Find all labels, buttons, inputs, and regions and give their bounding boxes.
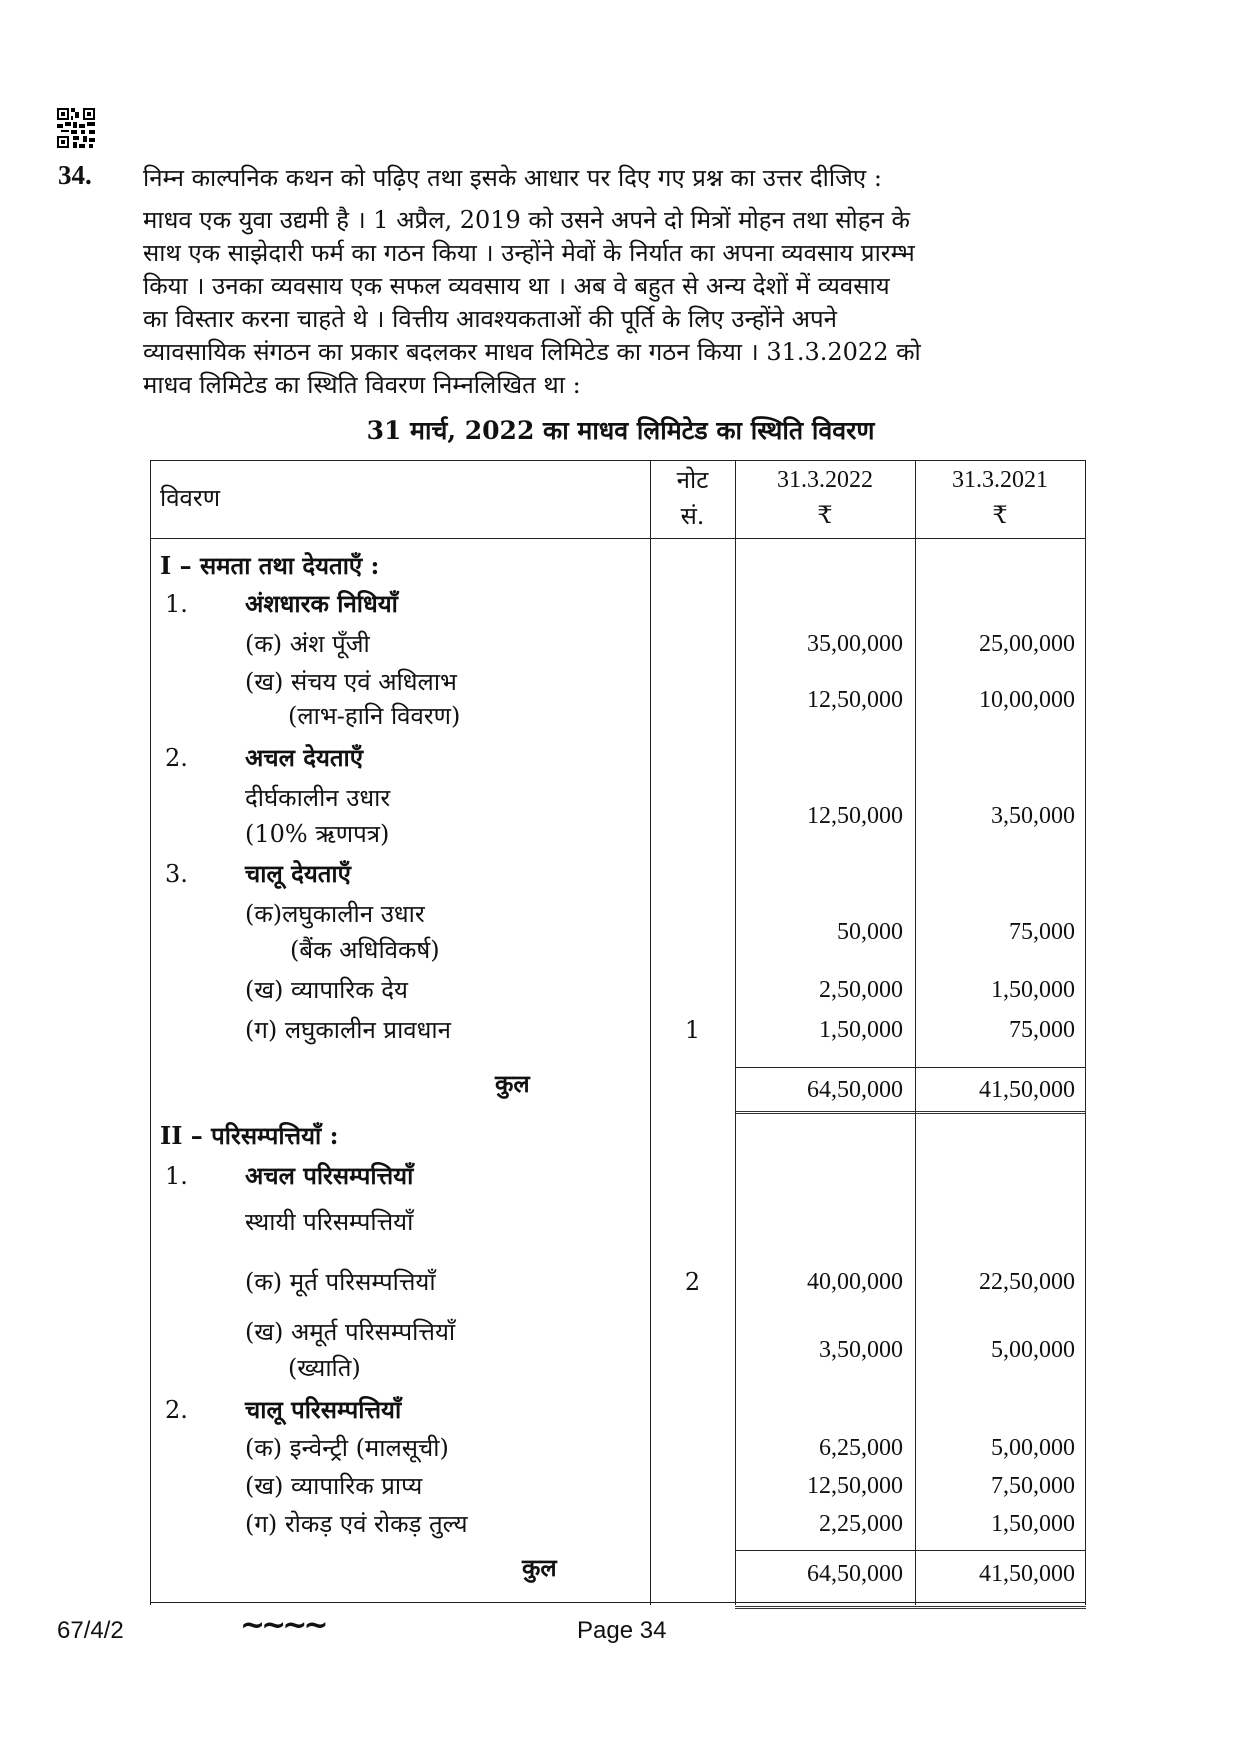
row-label-short-term-borrowings: (क)लघुकालीन उधार <box>245 900 425 928</box>
amount-2021: 5,00,000 <box>991 1337 1075 1363</box>
row-label-reserves: (ख) संचय एवं अधिलाभ <box>245 668 457 696</box>
question-paragraph <box>143 204 1118 402</box>
header-note-line2: सं. <box>680 502 705 530</box>
note-number: 1 <box>684 1016 701 1044</box>
amount-2021: 1,50,000 <box>991 1511 1075 1537</box>
section-heading-assets: II – परिसम्पत्तियाँ : <box>160 1121 339 1150</box>
question-number: 34. <box>58 160 92 190</box>
total-double-line <box>735 1606 1086 1609</box>
amount-2022: 2,50,000 <box>819 977 903 1003</box>
row-label-long-term-borrowings: दीर्घकालीन उधार <box>245 784 391 812</box>
amount-2021: 5,00,000 <box>991 1435 1075 1461</box>
paragraph-line: व्यावसायिक संगठन का प्रकार बदलकर माधव लिमिटेड का गठन किया । 31.3.2022 को <box>143 338 921 366</box>
note-number: 2 <box>684 1268 701 1296</box>
total-label: कुल <box>495 1070 530 1098</box>
amount-2021: 10,00,000 <box>979 687 1075 713</box>
table-border <box>1085 460 1086 1605</box>
row-label-goodwill: (ख्याति) <box>288 1354 361 1382</box>
amount-2022: 3,50,000 <box>819 1337 903 1363</box>
table-border <box>150 1602 1086 1603</box>
wave-ornament-icon: ~~~~ <box>240 1608 325 1643</box>
balance-sheet-title: 31 मार्च, 2022 का माधव लिमिटेड का स्थिति विवरण <box>366 416 875 445</box>
total-line <box>735 1067 1086 1068</box>
paragraph-line: माधव लिमिटेड का स्थिति विवरण निम्नलिखित था : <box>143 371 581 399</box>
row-label-trade-receivables: (ख) व्यापारिक प्राप्य <box>245 1472 423 1500</box>
amount-2022: 35,00,000 <box>807 631 903 657</box>
total-amount-2021: 41,50,000 <box>979 1077 1075 1103</box>
amount-2022: 50,000 <box>837 919 903 945</box>
table-border <box>150 460 151 1605</box>
qr-code-icon <box>57 108 95 148</box>
page-number: Page 34 <box>577 1617 667 1644</box>
group-number: 2. <box>165 1396 188 1424</box>
amount-2022: 40,00,000 <box>807 1269 903 1295</box>
row-label-tangible-assets: (क) मूर्त परिसम्पत्तियाँ <box>245 1268 436 1296</box>
group-number: 2. <box>165 744 188 772</box>
table-border <box>150 538 1086 539</box>
group-number: 1. <box>165 1162 188 1190</box>
amount-2021: 3,50,000 <box>991 803 1075 829</box>
amount-2022: 1,50,000 <box>819 1017 903 1043</box>
group-title-shareholders-funds: अंशधारक निधियाँ <box>245 589 398 618</box>
group-title-noncurrent-liabilities: अचल देयताएँ <box>245 743 364 772</box>
amount-2022: 2,25,000 <box>819 1511 903 1537</box>
row-label-inventory: (क) इन्वेन्ट्री (मालसूची) <box>245 1434 449 1462</box>
paragraph-line: किया । उनका व्यवसाय एक सफल व्यवसाय था । अब वे बहुत से अन्य देशों में व्यवसाय <box>143 272 890 300</box>
row-label-intangible-assets: (ख) अमूर्त परिसम्पत्तियाँ <box>245 1318 456 1346</box>
total-line <box>735 1550 1086 1551</box>
group-title-current-assets: चालू परिसम्पत्तियाँ <box>245 1395 402 1424</box>
question-instruction: निम्न काल्पनिक कथन को पढ़िए तथा इसके आधार पर दिए गए प्रश्न का उत्तर दीजिए : <box>143 164 882 192</box>
group-title-current-liabilities: चालू देयताएँ <box>245 859 351 888</box>
amount-2021: 75,000 <box>1009 1017 1075 1043</box>
row-label-cash: (ग) रोकड़ एवं रोकड़ तुल्य <box>245 1510 468 1538</box>
amount-2021: 22,50,000 <box>979 1269 1075 1295</box>
total-amount-2022: 64,50,000 <box>807 1561 903 1587</box>
row-label-debentures: (10% ऋणपत्र) <box>245 820 390 848</box>
amount-2021: 1,50,000 <box>991 977 1075 1003</box>
row-label-trade-payables: (ख) व्यापारिक देय <box>245 976 408 1004</box>
header-currency: ₹ <box>992 503 1008 529</box>
amount-2022: 12,50,000 <box>807 687 903 713</box>
balance-sheet-table <box>150 460 1090 1605</box>
header-year-2022: 31.3.2022 <box>777 467 873 493</box>
row-label-fixed-assets: स्थायी परिसम्पत्तियाँ <box>245 1208 414 1236</box>
header-note-line1: नोट <box>676 466 709 494</box>
table-border <box>150 460 1086 461</box>
row-label-short-term-provisions: (ग) लघुकालीन प्रावधान <box>245 1016 451 1044</box>
paper-code: 67/4/2 <box>57 1617 124 1644</box>
amount-2022: 12,50,000 <box>807 1473 903 1499</box>
total-amount-2021: 41,50,000 <box>979 1561 1075 1587</box>
section-heading-equity-liabilities: I – समता तथा देयताएँ : <box>160 551 380 580</box>
paragraph-line: साथ एक साझेदारी फर्म का गठन किया । उन्होंने मेवों के निर्यात का अपना व्यवसाय प्रारम्भ <box>143 239 915 267</box>
row-label-reserves-sub: (लाभ-हानि विवरण) <box>288 702 461 730</box>
paragraph-line: का विस्तार करना चाहते थे । वित्तीय आवश्यकताओं की पूर्ति के लिए उन्होंने अपने <box>143 305 837 333</box>
total-double-line <box>735 1111 1086 1114</box>
header-particulars: विवरण <box>160 484 221 512</box>
amount-2022: 12,50,000 <box>807 803 903 829</box>
header-currency: ₹ <box>817 503 833 529</box>
group-title-noncurrent-assets: अचल परिसम्पत्तियाँ <box>245 1161 414 1190</box>
group-number: 1. <box>165 590 188 618</box>
group-number: 3. <box>165 860 188 888</box>
paragraph-line: माधव एक युवा उद्यमी है । 1 अप्रैल, 2019 को उसने अपने दो मित्रों मोहन तथा सोहन के <box>143 206 910 234</box>
amount-2021: 75,000 <box>1009 919 1075 945</box>
row-label-share-capital: (क) अंश पूँजी <box>245 630 370 658</box>
total-label: कुल <box>522 1554 557 1582</box>
amount-2021: 7,50,000 <box>991 1473 1075 1499</box>
row-label-bank-overdraft: (बैंक अधिविकर्ष) <box>290 936 440 964</box>
amount-2021: 25,00,000 <box>979 631 1075 657</box>
total-amount-2022: 64,50,000 <box>807 1077 903 1103</box>
amount-2022: 6,25,000 <box>819 1435 903 1461</box>
header-year-2021: 31.3.2021 <box>952 467 1048 493</box>
